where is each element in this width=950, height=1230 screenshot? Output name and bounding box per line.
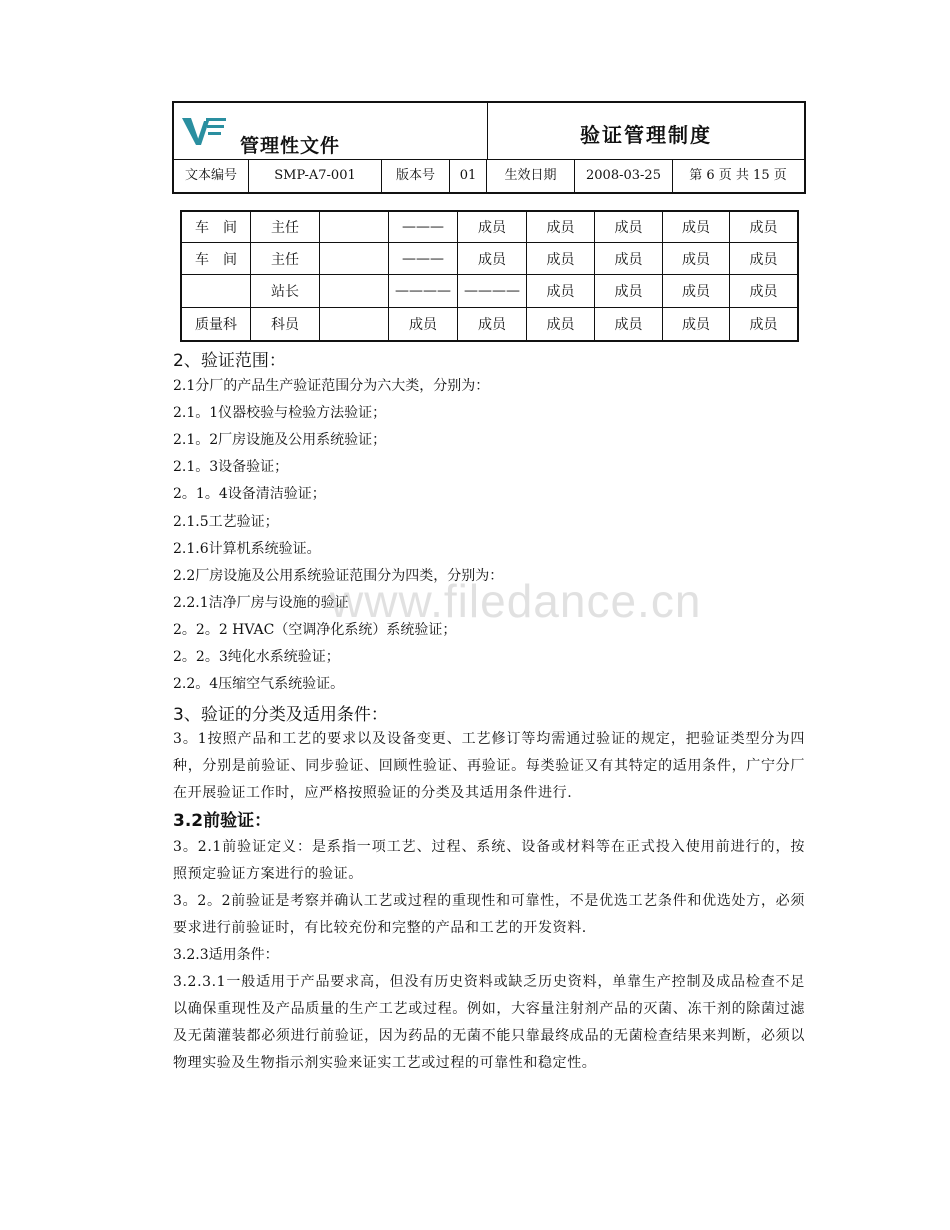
table-cell: [320, 243, 389, 274]
table-cell: 车 间: [182, 212, 251, 242]
table-cell: 成员: [595, 275, 663, 307]
section-3-2-1-paragraph: 3。2.1前验证定义：是系指一项工艺、过程、系统、设备或材料等在正式投入使用前进行的，按照预定验证方案进行的验证。: [173, 839, 805, 882]
table-cell: 成员: [663, 275, 730, 307]
table-cell: 成员: [389, 308, 458, 340]
table-cell: 成员: [595, 308, 663, 340]
version-label: 版本号: [382, 159, 450, 192]
list-item: 2。1。4设备清洁验证；: [173, 486, 326, 503]
table-cell: 成员: [663, 212, 730, 242]
section-3-2-2-paragraph: 3。2。2前验证是考察并确认工艺或过程的重现性和可靠性，不是优选工艺条件和优选处方，必须要求进行前验证时，有比较充份和完整的产品和工艺的开发资料.: [173, 893, 805, 936]
table-cell: 成员: [749, 251, 778, 268]
table-cell: ———: [389, 243, 458, 274]
list-item: 2。2。2 HVAC（空调净化系统）系统验证；: [173, 621, 457, 638]
company-logo-icon: [182, 115, 228, 147]
table-cell: ————: [389, 275, 458, 307]
table-cell: 成员: [749, 220, 778, 236]
table-cell: 成员: [663, 243, 730, 274]
list-item: 2.2.1洁净厂房与设施的验证: [173, 594, 349, 611]
list-item: 2.1。1仪器校验与检验方法验证；: [173, 405, 387, 422]
effective-date-label: 生效日期: [487, 159, 575, 192]
table-cell: 主任: [251, 243, 320, 274]
watermark: www.filedance.cn: [330, 575, 702, 627]
table-row: [182, 275, 797, 308]
list-item: 2.1。2厂房设施及公用系统验证；: [173, 432, 387, 449]
list-item: 2.1分厂的产品生产验证范围分为六大类，分别为：: [173, 378, 490, 394]
section-3-2-heading: 3.2前验证：: [173, 811, 272, 831]
table-cell: 成员: [663, 308, 730, 340]
header-top-row: [174, 103, 804, 160]
table-row: [182, 212, 797, 243]
personnel-table: [180, 210, 799, 342]
table-cell: 成员: [527, 275, 595, 307]
table-cell: 站长: [251, 275, 320, 307]
list-item: 2.1。3设备验证；: [173, 459, 289, 476]
table-cell: [320, 212, 389, 242]
list-item: 2。2。3纯化水系统验证；: [173, 649, 340, 665]
section-3-heading: 3、验证的分类及适用条件：: [173, 705, 388, 725]
section-3-2-3-1-paragraph: 3.2.3.1一般适用于产品要求高，但没有历史资料或缺乏历史资料，单靠生产控制及成品检查不足以确保重现性及产品质量的生产工艺或过程。例如，大容量注射剂产品的灭菌、冻干剂的除菌过滤及无菌灌装都必须进行前验证，因为药品的无菌不能只靠最终成品的无菌检查结果来判断，必须以物理实验及生物指示剂实验来证实工艺或过程的可靠性和稳定性。: [173, 974, 805, 1071]
page-info: 第 6 页 共 15 页: [689, 168, 787, 183]
document-title: 验证管理制度: [580, 123, 712, 147]
table-row: [182, 243, 797, 275]
table-cell: 成员: [527, 308, 595, 340]
table-cell: [320, 308, 389, 340]
table-cell: 成员: [595, 212, 663, 242]
table-cell: 成员: [458, 212, 527, 242]
doc-no-label: 文本编号: [174, 159, 249, 192]
table-cell: 质量科: [182, 308, 251, 340]
table-cell: [182, 275, 251, 307]
table-cell: 成员: [749, 284, 778, 300]
list-item: 2.1.6计算机系统验证。: [173, 540, 321, 557]
document-type: 管理性文件: [240, 135, 341, 157]
table-cell: 科员: [251, 308, 320, 340]
list-item: 2.2。4压缩空气系统验证。: [173, 676, 345, 693]
version-value: 01: [450, 159, 487, 192]
table-row: [182, 308, 797, 340]
table-cell: 成员: [527, 212, 595, 242]
list-item: 2.2厂房设施及公用系统验证范围分为四类，分别为：: [173, 567, 504, 584]
effective-date-value: 2008-03-25: [575, 159, 673, 192]
table-cell: ————: [458, 275, 527, 307]
table-cell: 成员: [749, 317, 778, 333]
table-cell: [320, 275, 389, 307]
table-cell: 成员: [458, 243, 527, 274]
document-header: [172, 101, 806, 194]
table-cell: 成员: [595, 243, 663, 274]
list-item: 2.1.5工艺验证；: [173, 513, 279, 530]
doc-no-value: SMP-A7-001: [249, 159, 382, 192]
table-cell: ———: [389, 212, 458, 242]
section-2-heading: 2、验证范围：: [173, 351, 286, 371]
table-cell: 成员: [458, 308, 527, 340]
section-3-2-3-heading: 3.2.3适用条件：: [173, 947, 279, 963]
section-3-1-paragraph: 3。1按照产品和工艺的要求以及设备变更、工艺修订等均需通过验证的规定，把验证类型分为四种，分别是前验证、同步验证、回顾性验证、再验证。每类验证又有其特定的适用条件，广宁分厂在开展验证工作时，应严格按照验证的分类及其适用条件进行.: [173, 731, 805, 801]
header-info-row: [174, 159, 804, 192]
table-cell: 主任: [251, 212, 320, 242]
table-cell: 车 间: [182, 243, 251, 274]
table-cell: 成员: [527, 243, 595, 274]
